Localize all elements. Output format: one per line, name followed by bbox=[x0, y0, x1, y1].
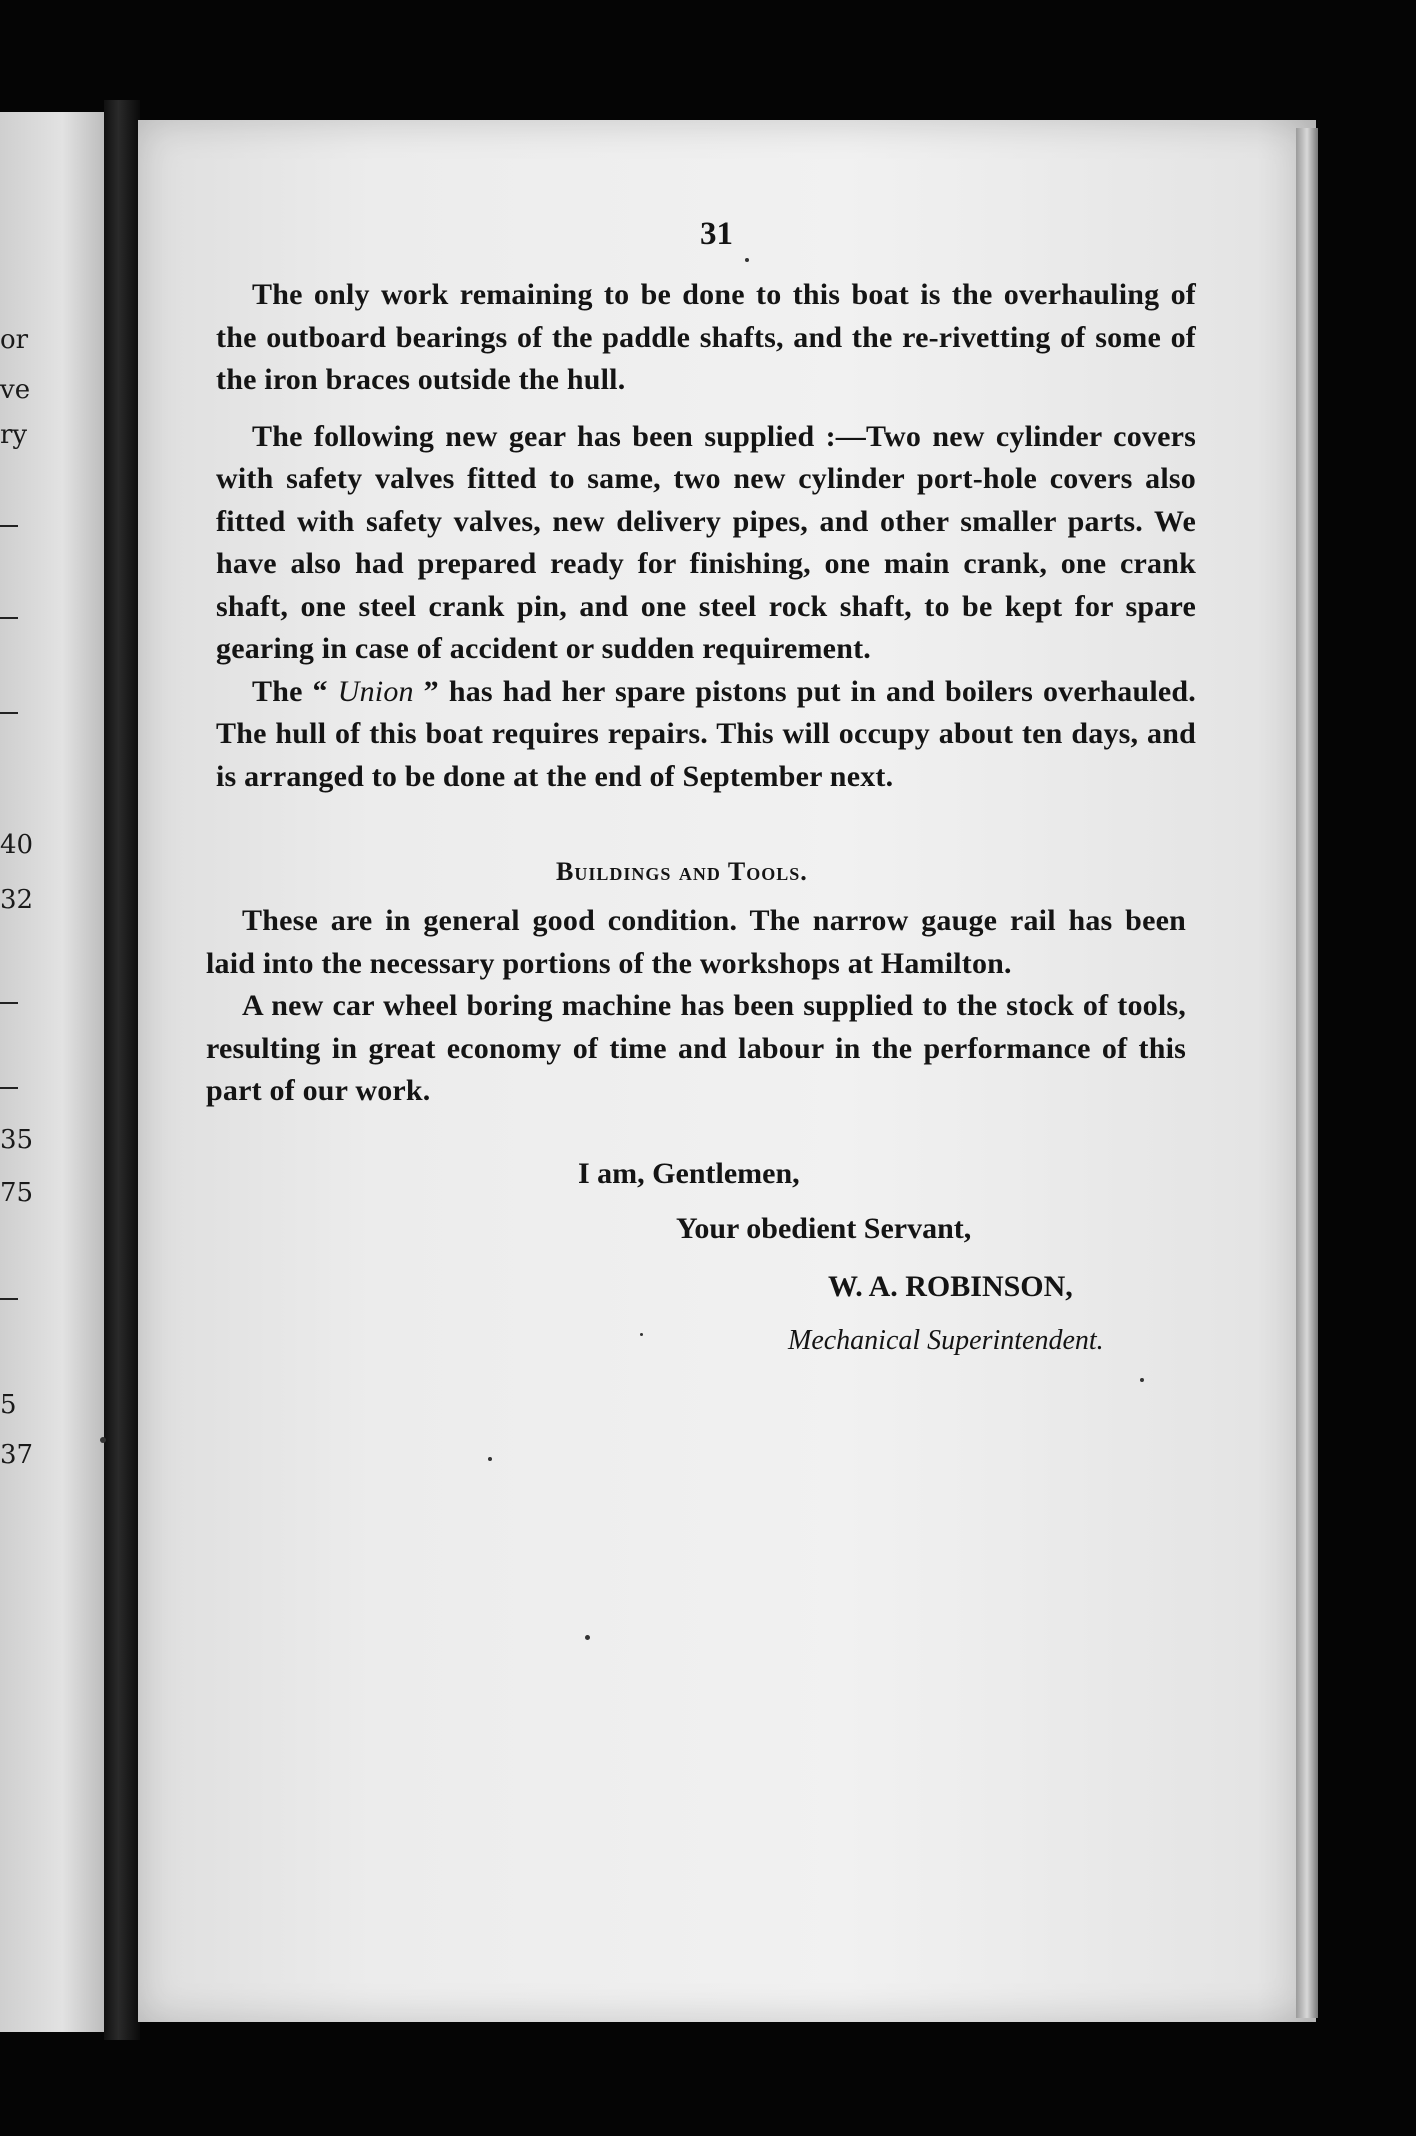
left-page-rule bbox=[0, 617, 18, 619]
left-page-fragment: ry bbox=[0, 420, 28, 450]
page-number: 31 bbox=[700, 216, 733, 252]
paragraph-buildings-condition: These are in general good condition. The narrow gauge rail has been laid into the necessary portions of the workshops at Hamilton. bbox=[206, 904, 1186, 980]
left-page-rule bbox=[0, 1087, 18, 1089]
page-edge bbox=[1296, 128, 1318, 2018]
scan-speck bbox=[585, 1635, 590, 1640]
union-text-after: ” has had her spare pistons put in and boilers overhauled. The hull of this boat requires repairs. This will occupy about ten days, and is arranged to be done at the end of September next. bbox=[216, 674, 1196, 793]
book-gutter bbox=[104, 100, 140, 2040]
left-page-fragment: 35 bbox=[0, 1125, 34, 1155]
paragraph-boring-machine: A new car wheel boring machine has been supplied to the stock of tools, resulting in great economy of time and labour in the performance of this part of our work. bbox=[206, 989, 1186, 1107]
left-page-fragment: 75 bbox=[0, 1178, 34, 1208]
left-page-rule bbox=[0, 1298, 18, 1300]
vessel-name: Union bbox=[337, 674, 414, 708]
left-page-rule bbox=[0, 712, 18, 714]
paragraph-new-gear: The following new gear has been supplied :—Two new cylinder covers with safety valves fitted to same, two new cylinder port-hole covers also fitted with safety valves, new delivery pipes, and other smaller parts. We have also had prepared ready for finishing, one main crank, one crank shaft, one steel crank pin, and one steel rock shaft, to be kept for spare gearing in case of accident or sudden requirement. bbox=[216, 419, 1196, 665]
closing-complimentary: Your obedient Servant, bbox=[676, 1212, 972, 1245]
scan-speck bbox=[488, 1457, 492, 1461]
closing-salutation: I am, Gentlemen, bbox=[578, 1157, 800, 1190]
left-page-rule bbox=[0, 525, 18, 527]
paragraph-overhaul: The only work remaining to be done to this boat is the overhauling of the outboard bearings of the paddle shafts, and the re-rivetting of some of the iron braces outside the hull. bbox=[216, 278, 1196, 396]
left-page-fragment: 37 bbox=[0, 1440, 34, 1470]
left-page-fragment: ve bbox=[0, 375, 31, 405]
body-text-top bbox=[216, 274, 1196, 798]
union-text-before: The “ bbox=[252, 674, 338, 708]
left-page-fragment: 32 bbox=[0, 885, 34, 915]
section-heading: Buildings and Tools. bbox=[556, 857, 808, 886]
scan-speck bbox=[100, 1437, 106, 1443]
left-page-fragment: 40 bbox=[0, 830, 34, 860]
left-page-fragment: or bbox=[0, 325, 29, 355]
paragraph-union bbox=[216, 671, 1196, 799]
scan-speck bbox=[745, 258, 749, 262]
body-text-buildings bbox=[206, 900, 1186, 1113]
left-page-rule bbox=[0, 1002, 18, 1004]
signature-title: Mechanical Superintendent. bbox=[788, 1325, 1104, 1356]
scan-speck bbox=[640, 1333, 643, 1336]
scan-speck bbox=[1140, 1378, 1144, 1382]
left-page-fragment: 5 bbox=[0, 1390, 17, 1420]
signature-name: W. A. ROBINSON, bbox=[828, 1270, 1073, 1303]
